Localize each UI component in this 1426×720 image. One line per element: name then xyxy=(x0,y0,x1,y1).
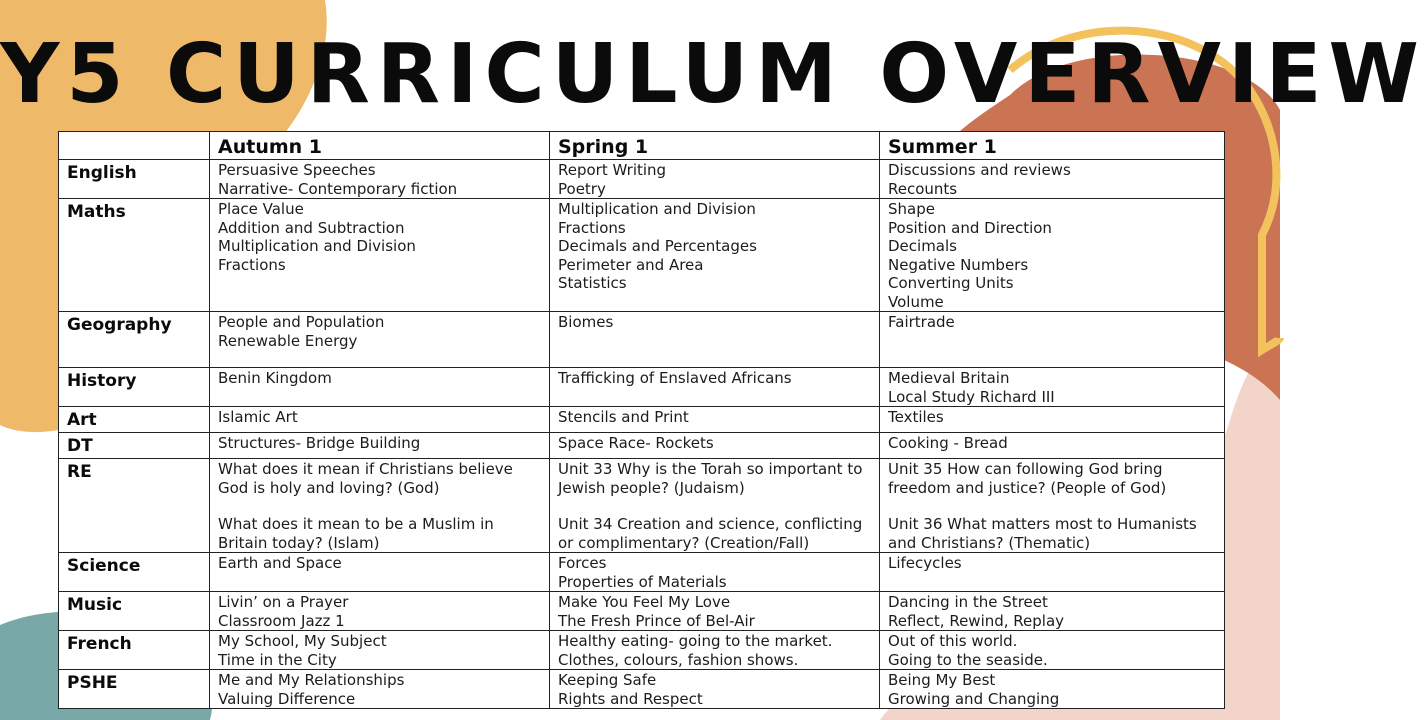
autumn-cell xyxy=(210,553,550,592)
topic-item: My School, My Subject xyxy=(218,632,387,650)
subject-label: English xyxy=(59,160,210,199)
subject-label: RE xyxy=(59,459,210,553)
topic-item: Poetry xyxy=(558,179,606,198)
autumn-cell xyxy=(210,631,550,670)
subject-label: Science xyxy=(59,553,210,592)
topic-item: Fractions xyxy=(558,218,626,237)
topic-item: Dancing in the Street xyxy=(888,593,1048,611)
spring-cell xyxy=(550,670,880,709)
topic-item: Clothes, colours, fashion shows. xyxy=(558,650,799,669)
topic-item: Cooking - Bread xyxy=(888,434,1008,452)
subject-label: Geography xyxy=(59,312,210,368)
topic-item: Perimeter and Area xyxy=(558,255,704,274)
topic-item: Discussions and reviews xyxy=(888,161,1071,179)
table-row xyxy=(59,368,1225,407)
spring-cell xyxy=(550,407,880,433)
header-spring-1: Spring 1 xyxy=(550,132,880,160)
autumn-cell xyxy=(210,459,550,553)
table-row xyxy=(59,312,1225,368)
header-summer-1: Summer 1 xyxy=(880,132,1225,160)
topic-item: Going to the seaside. xyxy=(888,650,1048,669)
topic-item: Multiplication and Division xyxy=(558,200,756,218)
table-row xyxy=(59,407,1225,433)
topic-item: Report Writing xyxy=(558,161,667,179)
paragraph-gap xyxy=(218,497,541,515)
topic-item: Narrative- Contemporary fiction xyxy=(218,179,458,198)
spring-cell xyxy=(550,312,880,368)
page-title: Y5 CURRICULUM OVERVIEW xyxy=(0,27,1426,122)
topic-item: Shape xyxy=(888,200,935,218)
curriculum-table xyxy=(58,131,1225,709)
topic-item: Converting Units xyxy=(888,274,1014,292)
spring-cell xyxy=(550,592,880,631)
autumn-cell xyxy=(210,312,550,368)
topic-item: Classroom Jazz 1 xyxy=(218,611,345,630)
topic-item: Healthy eating- going to the market. xyxy=(558,632,833,650)
spring-cell xyxy=(550,368,880,407)
topic-item: Trafficking of Enslaved Africans xyxy=(558,369,792,387)
subject-label: Art xyxy=(59,407,210,433)
autumn-cell xyxy=(210,368,550,407)
subject-label: PSHE xyxy=(59,670,210,709)
subject-label: French xyxy=(59,631,210,670)
topic-item: Fractions xyxy=(218,255,286,274)
header-row xyxy=(59,132,1225,160)
topic-item: Place Value xyxy=(218,200,304,218)
topic-item: Me and My Relationships xyxy=(218,671,405,689)
spring-cell xyxy=(550,553,880,592)
topic-item: Out of this world. xyxy=(888,632,1018,650)
topic-item: Time in the City xyxy=(218,650,337,669)
topic-item: Renewable Energy xyxy=(218,331,358,350)
table-row xyxy=(59,199,1225,312)
topic-item: Stencils and Print xyxy=(558,408,689,426)
topic-item: Unit 36 What matters most to Humanists and Christians? (Thematic) xyxy=(888,515,1197,552)
summer-cell xyxy=(880,459,1225,553)
topic-item: Lifecycles xyxy=(888,554,962,572)
topic-item: Being My Best xyxy=(888,671,996,689)
topic-item: Make You Feel My Love xyxy=(558,593,731,611)
topic-item: Rights and Respect xyxy=(558,689,703,708)
summer-cell xyxy=(880,631,1225,670)
spring-cell xyxy=(550,433,880,459)
spring-cell xyxy=(550,199,880,312)
topic-item: Medieval Britain xyxy=(888,369,1010,387)
autumn-cell xyxy=(210,592,550,631)
header-blank xyxy=(59,132,210,160)
topic-item: Biomes xyxy=(558,313,614,331)
autumn-cell xyxy=(210,160,550,199)
topic-item: Earth and Space xyxy=(218,554,342,572)
summer-cell xyxy=(880,199,1225,312)
summer-cell xyxy=(880,670,1225,709)
table-row xyxy=(59,670,1225,709)
table-row xyxy=(59,553,1225,592)
topic-item: Properties of Materials xyxy=(558,572,727,591)
topic-item: Growing and Changing xyxy=(888,689,1060,708)
subject-label: History xyxy=(59,368,210,407)
topic-item: Volume xyxy=(888,292,944,311)
topic-item: What does it mean if Christians believe God is holy and loving? (God) xyxy=(218,460,513,497)
topic-item: Unit 34 Creation and science, conflicting or complimentary? (Creation/Fall) xyxy=(558,515,863,552)
topic-item: Statistics xyxy=(558,274,627,292)
topic-item: Forces xyxy=(558,554,607,572)
autumn-cell xyxy=(210,199,550,312)
subject-label: Maths xyxy=(59,199,210,312)
paragraph-gap xyxy=(558,497,871,515)
topic-item: Persuasive Speeches xyxy=(218,161,376,179)
subject-label: Music xyxy=(59,592,210,631)
topic-item: Textiles xyxy=(888,408,944,426)
autumn-cell xyxy=(210,407,550,433)
table-row xyxy=(59,592,1225,631)
spring-cell xyxy=(550,160,880,199)
topic-item: Recounts xyxy=(888,179,958,198)
summer-cell xyxy=(880,160,1225,199)
table-row xyxy=(59,160,1225,199)
topic-item: Fairtrade xyxy=(888,313,955,331)
topic-item: The Fresh Prince of Bel-Air xyxy=(558,611,755,630)
topic-item: Position and Direction xyxy=(888,218,1052,237)
topic-item: Livin’ on a Prayer xyxy=(218,593,349,611)
topic-item: Local Study Richard III xyxy=(888,387,1055,406)
topic-item: Unit 33 Why is the Torah so important to Jewish people? (Judaism) xyxy=(558,460,863,497)
spring-cell xyxy=(550,631,880,670)
summer-cell xyxy=(880,433,1225,459)
topic-item: Decimals xyxy=(888,237,957,255)
topic-item: Islamic Art xyxy=(218,408,298,426)
summer-cell xyxy=(880,553,1225,592)
topic-item: Reflect, Rewind, Replay xyxy=(888,611,1065,630)
autumn-cell xyxy=(210,433,550,459)
spring-cell xyxy=(550,459,880,553)
paragraph-gap xyxy=(888,497,1216,515)
summer-cell xyxy=(880,592,1225,631)
topic-item: Benin Kingdom xyxy=(218,369,332,387)
topic-item: Space Race- Rockets xyxy=(558,434,714,452)
topic-item: Addition and Subtraction xyxy=(218,218,405,237)
table-row xyxy=(59,631,1225,670)
topic-item: Unit 35 How can following God bring freedom and justice? (People of God) xyxy=(888,460,1167,497)
topic-item: What does it mean to be a Muslim in Britain today? (Islam) xyxy=(218,515,494,552)
topic-item: People and Population xyxy=(218,313,385,331)
topic-item: Structures- Bridge Building xyxy=(218,434,421,452)
topic-item: Valuing Difference xyxy=(218,689,356,708)
topic-item: Negative Numbers xyxy=(888,255,1029,274)
summer-cell xyxy=(880,368,1225,407)
summer-cell xyxy=(880,407,1225,433)
subject-label: DT xyxy=(59,433,210,459)
autumn-cell xyxy=(210,670,550,709)
header-autumn-1: Autumn 1 xyxy=(210,132,550,160)
table-row xyxy=(59,459,1225,553)
topic-item: Multiplication and Division xyxy=(218,237,416,255)
summer-cell xyxy=(880,312,1225,368)
table-row xyxy=(59,433,1225,459)
topic-item: Decimals and Percentages xyxy=(558,237,757,255)
topic-item: Keeping Safe xyxy=(558,671,657,689)
